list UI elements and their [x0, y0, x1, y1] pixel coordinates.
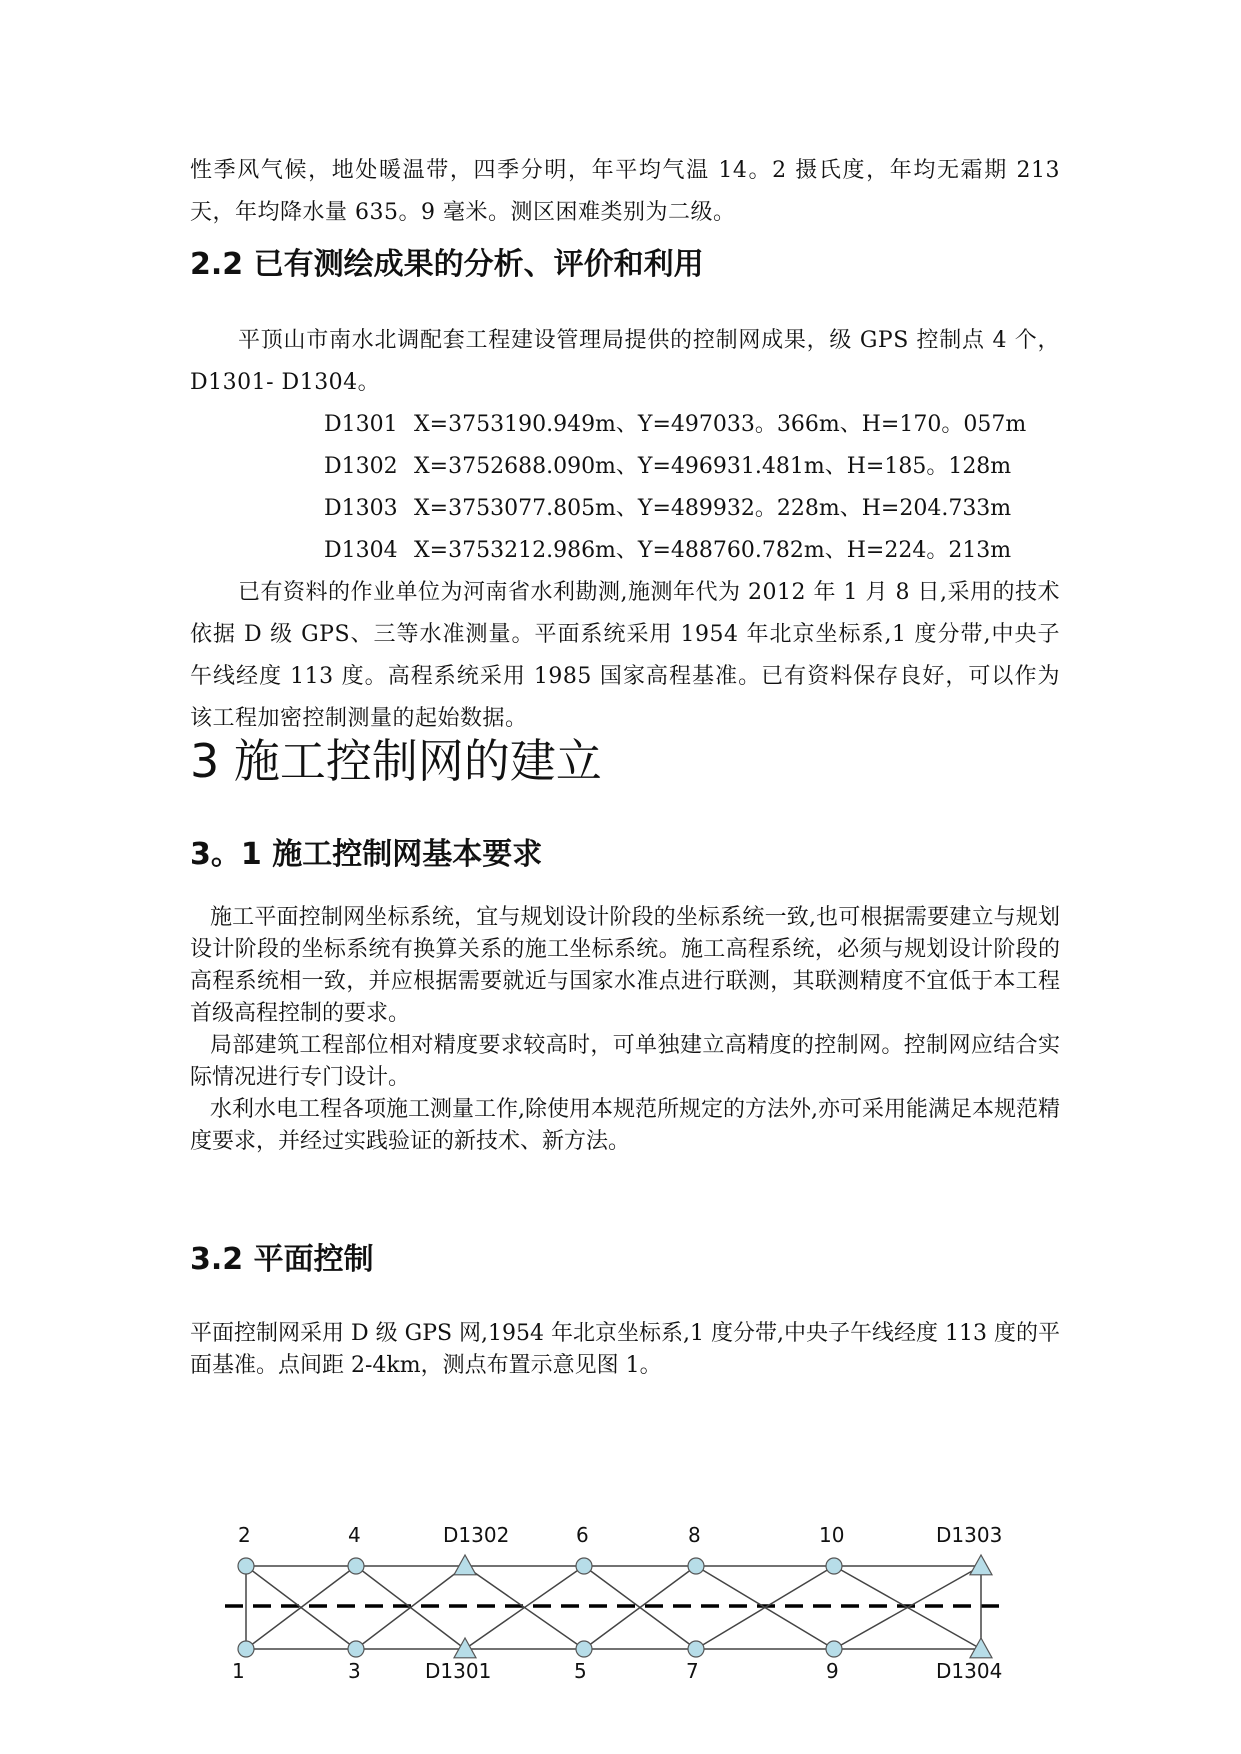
paragraph-plane-control: 平面控制网采用 D 级 GPS 网,1954 年北京坐标系,1 度分带,中央子午线经度 113 度的平面基准。点间距 2-4km，测点布置示意见图 1。: [190, 1321, 1060, 1378]
known-point-triangle-icon: [454, 1555, 476, 1575]
diagonal-line: [584, 1566, 696, 1649]
coordinate-row: [190, 488, 1060, 530]
diagonal-line: [356, 1566, 465, 1649]
paragraph-requirements-2: 局部建筑工程部位相对精度要求较高时，可单独建立高精度的控制网。控制网应结合实际情况进行专门设计。: [190, 1033, 1060, 1090]
coordinate-list: [190, 404, 1060, 572]
known-point-triangle-icon: [970, 1638, 992, 1658]
station-label-top: 6: [576, 1523, 589, 1547]
coordinate-row: [190, 446, 1060, 488]
point-coords: X=3753077.805m、Y=489932。228m、H=204.733m: [414, 496, 1012, 521]
paragraph-control-network: 平顶山市南水北调配套工程建设管理局提供的控制网成果，级 GPS 控制点 4 个，D1301- D1304。: [190, 328, 1060, 395]
paragraph-requirements-1: 施工平面控制网坐标系统，宜与规划设计阶段的坐标系统一致,也可根据需要建立与规划设计阶段的坐标系统有换算关系的施工坐标系统。施工高程系统，必须与规划设计阶段的高程系统相一致，并应根据需要就近与国家水准点进行联测，其联测精度不宜低于本工程首级高程控制的要求。: [190, 905, 1060, 1026]
diagonal-line: [834, 1566, 981, 1649]
point-id: D1304: [324, 538, 398, 563]
diagonal-line: [246, 1566, 356, 1649]
station-label-top: 4: [348, 1523, 361, 1547]
station-label-top: 8: [688, 1523, 701, 1547]
known-point-triangle-icon: [454, 1638, 476, 1658]
diagonal-line: [834, 1566, 981, 1649]
paragraph-requirements-3: 水利水电工程各项施工测量工作,除使用本规范所规定的方法外,亦可采用能满足本规范精度要求，并经过实践验证的新技术、新方法。: [190, 1097, 1060, 1154]
gps-point-circle-icon: [826, 1558, 842, 1574]
known-point-triangle-icon: [970, 1555, 992, 1575]
diagonal-line: [696, 1566, 834, 1649]
diagonal-line: [465, 1566, 584, 1649]
gps-point-circle-icon: [238, 1558, 254, 1574]
station-label-top: 10: [819, 1523, 845, 1547]
station-label-top: D1302: [443, 1523, 510, 1547]
diagonal-line: [356, 1566, 465, 1649]
diagonal-line: [584, 1566, 696, 1649]
heading-chapter-3: 3 施工控制网的建立: [190, 734, 602, 788]
station-label-bottom: 3: [348, 1659, 361, 1683]
gps-point-circle-icon: [348, 1558, 364, 1574]
point-id: D1301: [324, 412, 398, 437]
gps-point-circle-icon: [348, 1641, 364, 1657]
station-label-bottom: 5: [574, 1659, 587, 1683]
diagonal-line: [696, 1566, 834, 1649]
gps-point-circle-icon: [826, 1641, 842, 1657]
gps-point-circle-icon: [238, 1641, 254, 1657]
station-label-bottom: 9: [826, 1659, 839, 1683]
diagonal-line: [465, 1566, 584, 1649]
station-label-bottom: 7: [686, 1659, 699, 1683]
heading-3-1: 3。1 施工控制网基本要求: [190, 837, 543, 872]
point-id: D1303: [324, 496, 398, 521]
station-label-top: 2: [238, 1523, 251, 1547]
station-label-bottom: 1: [232, 1659, 245, 1683]
paragraph-climate: 性季风气候，地处暖温带，四季分明，年平均气温 14。2 摄氏度，年均无霜期 213 天，年均降水量 635。9 毫米。测区困难类别为二级。: [190, 158, 1060, 225]
station-label-bottom: D1301: [425, 1659, 492, 1683]
point-coords: X=3753190.949m、Y=497033。366m、H=170。057m: [414, 412, 1027, 437]
point-id: D1302: [324, 454, 398, 479]
point-coords: X=3752688.090m、Y=496931.481m、H=185。128m: [414, 454, 1012, 479]
point-coords: X=3753212.986m、Y=488760.782m、H=224。213m: [414, 538, 1012, 563]
gps-point-circle-icon: [688, 1558, 704, 1574]
gps-point-circle-icon: [576, 1641, 592, 1657]
station-label-bottom: D1304: [936, 1659, 1003, 1683]
gps-point-circle-icon: [688, 1641, 704, 1657]
diagonal-line: [246, 1566, 356, 1649]
coordinate-row: [190, 404, 1060, 446]
coordinate-row: [190, 530, 1060, 572]
gps-point-circle-icon: [576, 1558, 592, 1574]
station-label-top: D1303: [936, 1523, 1003, 1547]
heading-2-2: 2.2 已有测绘成果的分析、评价和利用: [190, 247, 704, 282]
heading-3-2: 3.2 平面控制: [190, 1242, 374, 1277]
paragraph-existing-data: 已有资料的作业单位为河南省水利勘测,施测年代为 2012 年 1 月 8 日,采用的技术依据 D 级 GPS、三等水准测量。平面系统采用 1954 年北京坐标系,1 度分带,中央子午线经度 113 度。高程系统采用 1985 国家高程基准。已有资料保存良好，可以作为该工程加密控制测量的起始数据。: [190, 580, 1060, 731]
